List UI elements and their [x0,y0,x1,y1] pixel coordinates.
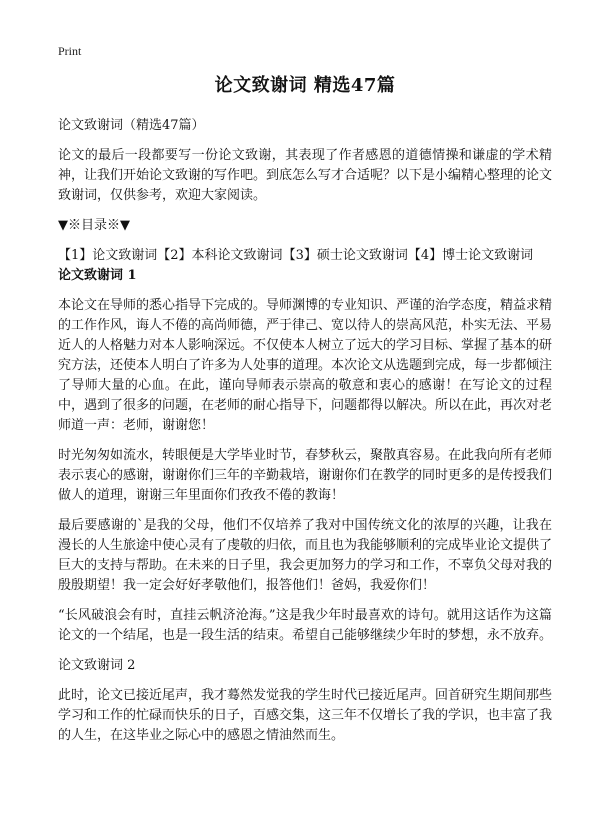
section-1-heading: 论文致谢词 1 [58,268,137,283]
document-title: 论文致谢词 精选47篇 [214,75,396,96]
toc-link-1[interactable]: 【1】论文致谢词 [58,248,158,263]
document-subtitle: 论文致谢词（精选47篇） [58,118,205,133]
table-of-contents [58,246,552,266]
section-1-paragraph-4: “长风破浪会有时，直挂云帆济沧海。”这是我少年时最喜欢的诗句。就用这话作为这篇论文的一个结尾，也是一段生活的结束。希望自己能够继续少年时的梦想，永不放弃。 [58,608,553,643]
toc-marker: ▼※目录※▼ [58,218,130,233]
section-2-heading: 论文致谢词 2 [58,658,136,673]
print-link[interactable]: Print [58,44,82,58]
intro-paragraph: 论文的最后一段都要写一份论文致谢，其表现了作者感恩的道德情操和谦虚的学术精神，让我们开始论文致谢的写作吧。到底怎么写才合适呢？以下是小编精心整理的论文致谢词，仅供参考，欢迎大家阅读。 [58,148,553,203]
toc-link-2[interactable]: 【2】本科论文致谢词 [157,248,283,263]
section-1-paragraph-3: 最后要感谢的`是我的父母，他们不仅培养了我对中国传统文化的浓厚的兴趣，让我在漫长的人生旅途中使心灵有了虔敬的归依，而且也为我能够顺利的完成毕业论文提供了巨大的支持与帮助。在未来的日子里，我会更加努力的学习和工作，不辜负父母对我的殷殷期望！我一定会好好孝敬他们，报答他们！爸妈，我爱你们！ [58,518,553,593]
toc-link-3[interactable]: 【3】硕士论文致谢词 [282,248,408,263]
section-2-paragraph-1: 此时，论文已接近尾声，我才蓦然发觉我的学生时代已接近尾声。回首研究生期间那些学习和工作的忙碌而快乐的日子，百感交集，这三年不仅增长了我的学识，也丰富了我的人生，在这毕业之际心中的感恩之情油然而生。 [58,688,553,743]
section-1-paragraph-1: 本论文在导师的悉心指导下完成的。导师渊博的专业知识、严谨的治学态度，精益求精的工作作风，诲人不倦的高尚师德，严于律己、宽以待人的崇高风范，朴实无法、平易近人的人格魅力对本人影响深远。不仅使本人树立了远大的学习目标、掌握了基本的研究方法，还使本人明白了许多为人处事的道理。本次论文从选题到完成，每一步都倾注了导师大量的心血。在此，谨向导师表示崇高的敬意和衷心的感谢！在写论文的过程中，遇到了很多的问题，在老师的耐心指导下，问题都得以解决。所以在此，再次对老师道一声：老师，谢谢您！ [58,298,553,433]
toc-link-4[interactable]: 【4】博士论文致谢词 [407,248,534,263]
section-1-paragraph-2: 时光匆匆如流水，转眼便是大学毕业时节，春梦秋云，聚散真容易。在此我向所有老师表示衷心的感谢，谢谢你们三年的辛勤栽培，谢谢你们在教学的同时更多的是传授我们做人的道理，谢谢三年里面你们孜孜不倦的教诲！ [58,448,553,503]
